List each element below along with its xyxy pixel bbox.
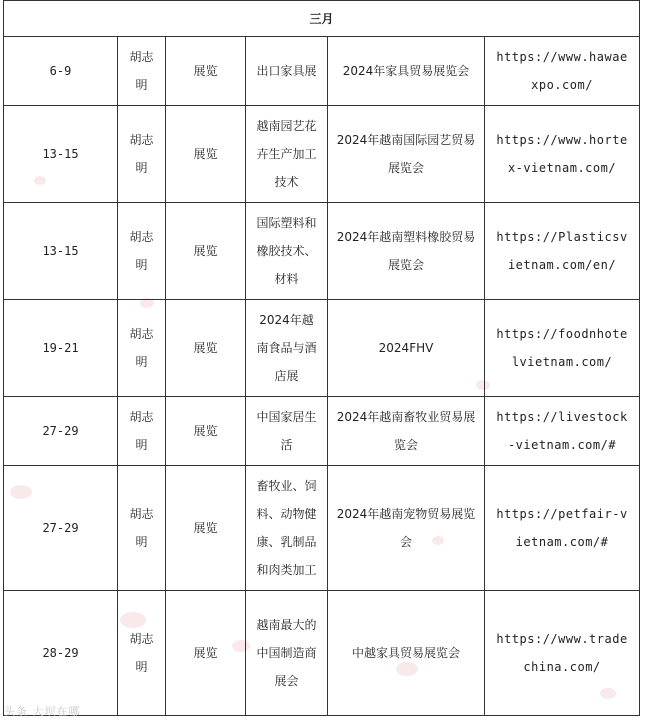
exhibition-name-cell: 2024FHV (328, 300, 485, 397)
date-cell: 28-29 (4, 591, 118, 716)
category-cell: 2024年越南食品与酒店展 (246, 300, 328, 397)
table-row (4, 466, 640, 591)
person-cell: 胡志明 (118, 37, 166, 106)
table-row (4, 300, 640, 397)
person-cell: 胡志明 (118, 203, 166, 300)
month-header: 三月 (4, 1, 640, 37)
exhibition-name-cell: 2024年家具贸易展览会 (328, 37, 485, 106)
url-cell: https://Plasticsvietnam.com/en/ (485, 203, 640, 300)
category-cell: 国际塑料和橡胶技术、材料 (246, 203, 328, 300)
type-cell: 展览 (166, 466, 246, 591)
category-cell: 越南园艺花卉生产加工技术 (246, 106, 328, 203)
table-header-row (4, 1, 640, 37)
date-cell: 13-15 (4, 106, 118, 203)
exhibition-name-cell: 2024年越南塑料橡胶贸易展览会 (328, 203, 485, 300)
date-cell: 27-29 (4, 466, 118, 591)
category-cell: 畜牧业、饲料、动物健康、乳制品和肉类加工 (246, 466, 328, 591)
exhibition-name-cell: 2024年越南宠物贸易展览会 (328, 466, 485, 591)
date-cell: 6-9 (4, 37, 118, 106)
watermark: 头条 大坝在哪 (4, 705, 81, 718)
type-cell: 展览 (166, 106, 246, 203)
category-cell: 出口家具展 (246, 37, 328, 106)
category-cell: 越南最大的中国制造商展会 (246, 591, 328, 716)
type-cell: 展览 (166, 397, 246, 466)
exhibition-name-cell: 2024年越南国际园艺贸易展览会 (328, 106, 485, 203)
person-cell: 胡志明 (118, 591, 166, 716)
table-row (4, 397, 640, 466)
table-row (4, 591, 640, 716)
table-row (4, 106, 640, 203)
table-row (4, 37, 640, 106)
person-cell: 胡志明 (118, 466, 166, 591)
exhibition-schedule-table (3, 0, 640, 716)
date-cell: 27-29 (4, 397, 118, 466)
table-row (4, 203, 640, 300)
url-cell: https://www.tradechina.com/ (485, 591, 640, 716)
person-cell: 胡志明 (118, 397, 166, 466)
url-cell: https://foodnhotelvietnam.com/ (485, 300, 640, 397)
exhibition-name-cell: 2024年越南畜牧业贸易展览会 (328, 397, 485, 466)
type-cell: 展览 (166, 37, 246, 106)
date-cell: 13-15 (4, 203, 118, 300)
date-cell: 19-21 (4, 300, 118, 397)
type-cell: 展览 (166, 591, 246, 716)
exhibition-name-cell: 中越家具贸易展览会 (328, 591, 485, 716)
type-cell: 展览 (166, 203, 246, 300)
url-cell: https://petfair-vietnam.com/# (485, 466, 640, 591)
url-cell: https://livestock-vietnam.com/# (485, 397, 640, 466)
person-cell: 胡志明 (118, 106, 166, 203)
url-cell: https://www.hortex-vietnam.com/ (485, 106, 640, 203)
person-cell: 胡志明 (118, 300, 166, 397)
url-cell: https://www.hawaexpo.com/ (485, 37, 640, 106)
type-cell: 展览 (166, 300, 246, 397)
category-cell: 中国家居生活 (246, 397, 328, 466)
